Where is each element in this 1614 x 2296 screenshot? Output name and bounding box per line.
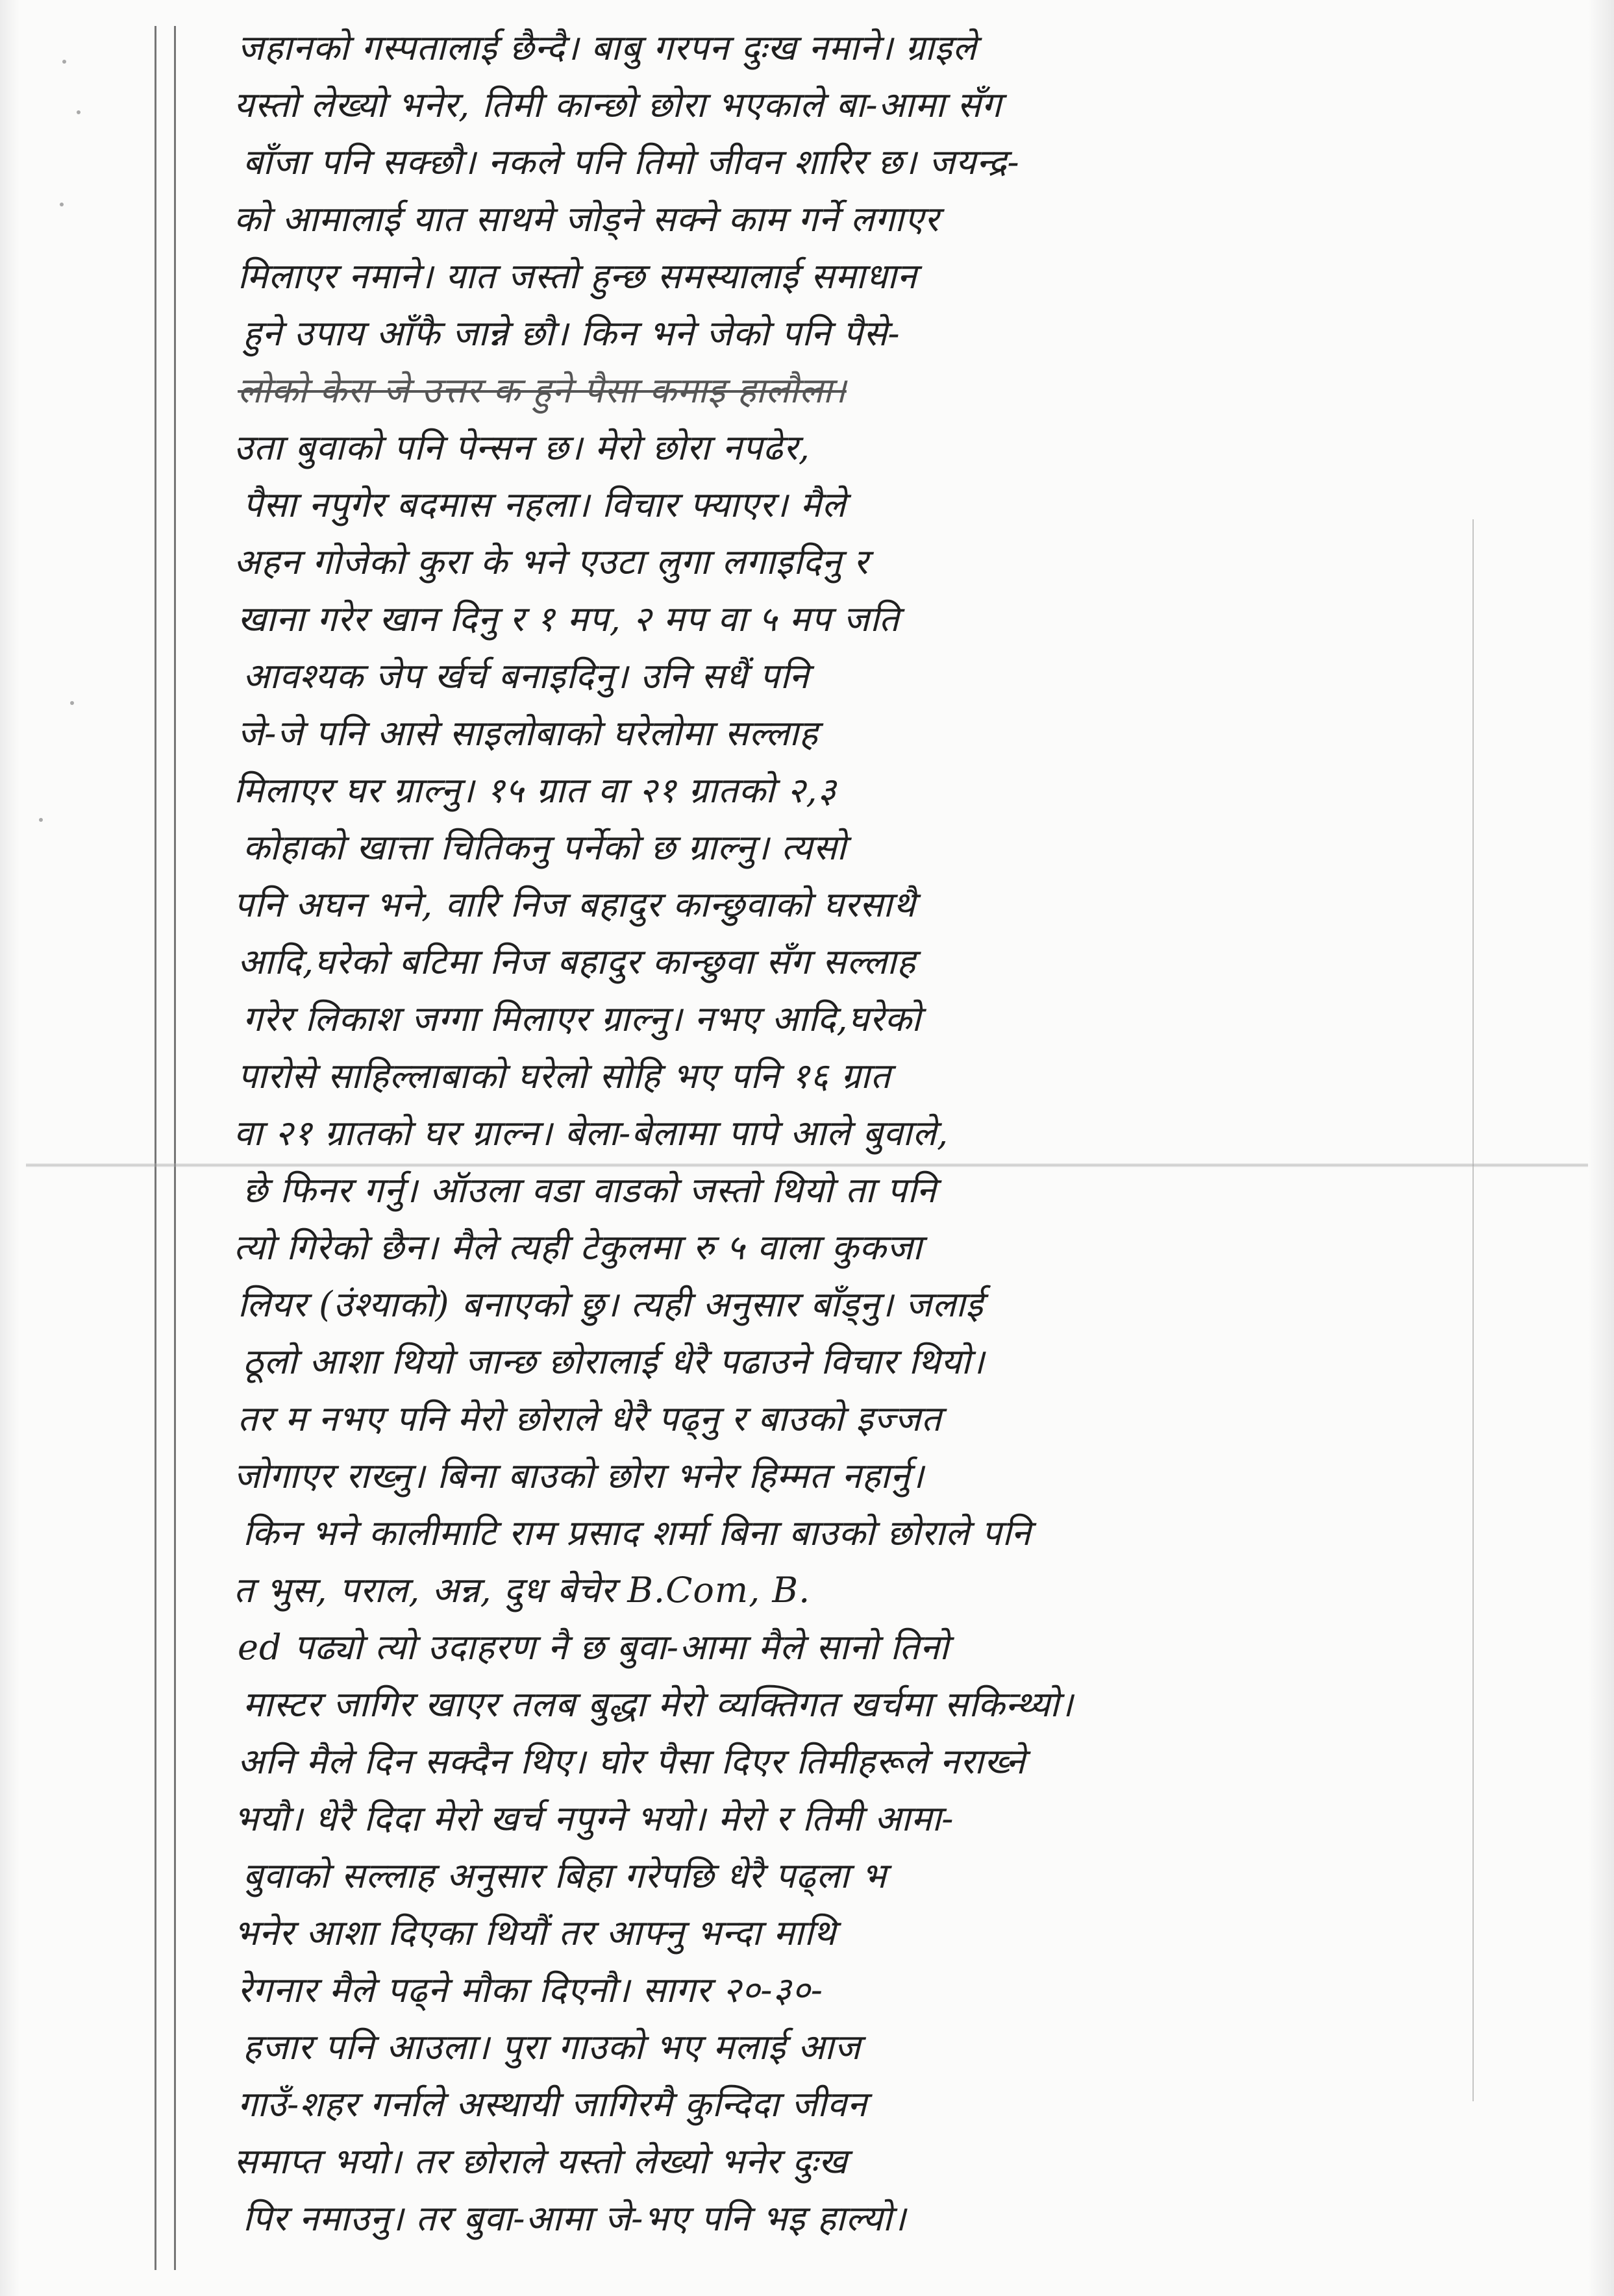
margin-rule-inner: [174, 26, 176, 2270]
paper-edge-right: [1588, 0, 1614, 2296]
text-line: पैसा नपुगेर बदमास नहला। विचार फ्याएर। मैले: [243, 484, 847, 525]
margin-speck: [62, 60, 66, 64]
margin-speck: [39, 818, 43, 822]
text-line: छे फिनर गर्नु। ऑउला वडा वाडको जस्तो थियो ता पनि: [243, 1170, 937, 1211]
text-line: वा २१ ग्रातको घर ग्राल्न। बेला-बेलामा पापे आले बुवाले,: [234, 1113, 949, 1154]
text-line: बुवाको सल्लाह अनुसार बिहा गरेपछि धेरै पढ्ला भ: [243, 1855, 887, 1896]
text-line: हुने उपाय आँफै जान्ने छौ। किन भने जेको पनि पैसे-: [243, 313, 900, 354]
text-line: आवश्यक जेप र्खर्च बनाइदिनु। उनि सधैं पनि: [243, 656, 810, 697]
text-line: अहन गोजेको कुरा के भने एउटा लुगा लगाइदिनु र: [234, 541, 869, 582]
text-line: गरेर लिकाश जग्गा मिलाएर ग्राल्नु। नभए आदि,घरेको: [243, 998, 921, 1039]
text-line: हजार पनि आउला। पुरा गाउको भए मलाई आज: [243, 2027, 862, 2068]
text-line: रेगनार मैले पढ्ने मौका दिएनौ। सागर २०-३०-: [238, 1969, 823, 2010]
text-line: मिलाएर नमाने। यात जस्तो हुन्छ समस्यालाई समाधान: [238, 256, 917, 297]
text-line: उता बुवाको पनि पेन्सन छ। मेरो छोरा नपढेर,: [234, 427, 810, 468]
text-line: समाप्त भयो। तर छोराले यस्तो लेख्यो भनेर दुःख: [234, 2141, 848, 2182]
text-line: यस्तो लेख्यो भनेर, तिमी कान्छो छोरा भएकाले बा-आमा सँग: [234, 84, 1002, 125]
text-line: पनि अघन भने, वारि निज बहादुर कान्छुवाको घरसाथै: [234, 884, 916, 925]
text-line: लियर (उंश्याको) बनाएको छु। त्यही अनुसार बाँड्नु। जलाई: [238, 1284, 984, 1325]
text-line: जोगाएर राख्नु। बिना बाउको छोरा भनेर हिम्मत नहार्नु।: [234, 1455, 925, 1496]
text-line: भनेर आशा दिएका थियौं तर आफ्नु भन्दा माथि: [234, 1912, 836, 1953]
text-line: कोहाको खात्ता चितिकनु पर्नेको छ ग्राल्नु। त्यसो: [243, 827, 847, 868]
text-line: खाना गरेर खान दिनु र १ मप, २ मप वा ५ मप जति: [238, 599, 900, 639]
text-line: त्यो गिरेको छैन। मैले त्यही टेकुलमा रु ५ वाला कुकजा: [234, 1227, 923, 1268]
text-line: तर म नभए पनि मेरो छोराले धेरै पढ्नु र बाउको इज्जत: [238, 1398, 942, 1439]
text-line: बाँजा पनि सक्छौ। नकले पनि तिमो जीवन शारिर छ। जयन्द्र-: [243, 142, 1020, 182]
text-line: ed पढ्यो त्यो उदाहरण नै छ बुवा-आमा मैले सानो तिनो: [238, 1627, 949, 1668]
margin-speck: [60, 203, 64, 206]
text-line: भयौ। धेरै दिदा मेरो खर्च नपुग्ने भयो। मेरो र तिमी आमा-: [234, 1798, 954, 1839]
text-line: पारोसे साहिल्लाबाको घरेलो सोहि भए पनि १६ ग्रात: [238, 1055, 891, 1096]
margin-speck: [77, 110, 81, 114]
margin-rule-outer: [155, 26, 156, 2270]
text-line: आदि,घरेको बटिमा निज बहादुर कान्छुवा सँग सल्लाह: [238, 941, 916, 982]
text-line: जे-जे पनि आसे साइलोबाको घरेलोमा सल्लाह: [238, 713, 819, 754]
text-line: ठूलो आशा थियो जान्छ छोरालाई धेरै पढाउने विचार थियो।: [243, 1341, 985, 1382]
text-line: अनि मैले दिन सक्दैन थिए। घोर पैसा दिएर तिमीहरूले नराख्ने: [238, 1741, 1026, 1782]
margin-speck: [70, 701, 74, 705]
paper-edge-left: [0, 0, 19, 2296]
margin-rule-right: [1472, 519, 1474, 2101]
text-line: पिर नमाउनु। तर बुवा-आमा जे-भए पनि भइ हाल्यो।: [243, 2198, 906, 2239]
letter-body: [234, 19, 1441, 2247]
text-line: गाउँ-शहर गर्नाले अस्थायी जागिरमै कुन्दिदा जीवन: [238, 2084, 867, 2125]
text-line: त भुस, पराल, अन्न, दुध बेचेर B.Com, B.: [234, 1570, 811, 1611]
text-line: को आमालाई यात साथमे जोड्ने सक्ने काम गर्ने लगाएर: [234, 199, 939, 240]
text-line-struck: लोको केरा जे उत्तर क हुने पैसा कमाइ हालौला।: [238, 370, 847, 411]
text-line: किन भने कालीमाटि राम प्रसाद शर्मा बिना बाउको छोराले पनि: [243, 1512, 1032, 1553]
text-line: मिलाएर घर ग्राल्नु। १५ ग्रात वा २१ ग्रातको २,३: [234, 770, 837, 811]
text-line: जहानको गस्पतालाई छैन्दै। बाबु गरपन दुःख नमाने। ग्राइले: [238, 27, 977, 68]
text-line: मास्टर जागिर खाएर तलब बुद्धा मेरो व्यक्तिगत खर्चमा सकिन्थ्यो।: [243, 1684, 1074, 1725]
